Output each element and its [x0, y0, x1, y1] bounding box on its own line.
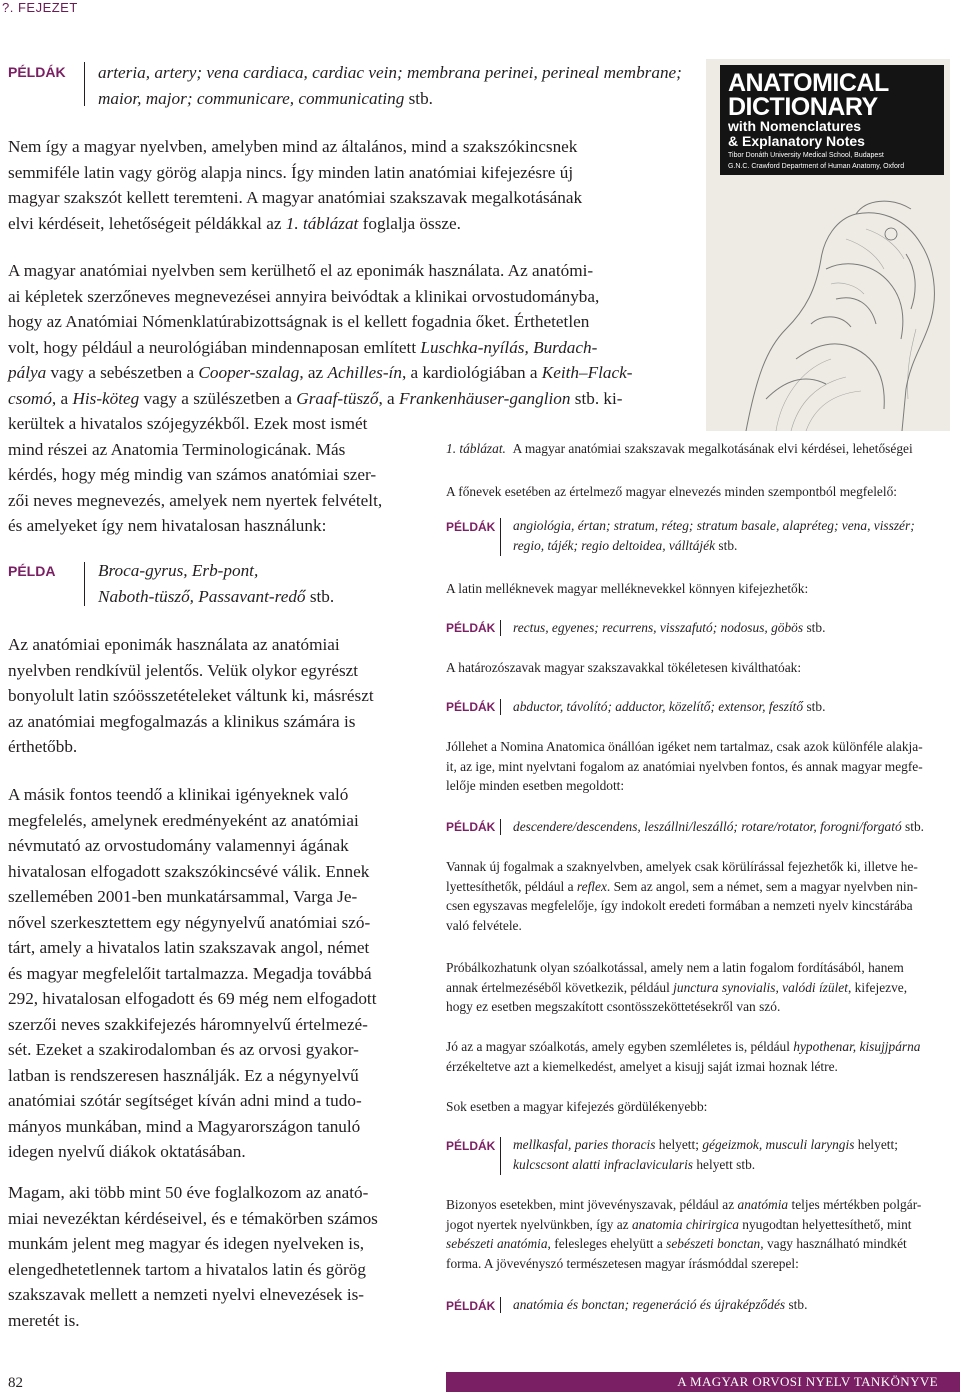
table-statement: Sok esetben a magyar kifejezés gördülékenyebb: — [446, 1099, 708, 1114]
book-title-line2: DICTIONARY — [728, 93, 878, 121]
example-divider — [84, 62, 85, 106]
paragraph-intro: Nem így a magyar nyelvben, amelyben mind az általános, mind a szakszókincsnek semmiféle latin vagy görög alapja nincs. Így minden latin anatómiai kifejezésre új magyar szakszót kellett teremteni. A magyar anatómiai szakszavak megalkotásának elvi kérdéseit, lehetőségeit példákkal az 1. táblázat foglalja össze. — [8, 137, 583, 233]
table-statement: Jó az a magyar szóalkotás, amely egyben szemléletes is, például hypothenar, kisujjpárna érzékeltetve azt a kiemelkedést, amelyet a kisujj saját izmai hoznak létre. — [446, 1039, 921, 1074]
example-text: angiológia, értan; stratum, réteg; stratum basale, alapréteg; vena, visszér; regio, tájék; regio deltoidea, válltájék stb. — [513, 518, 915, 553]
table-statement: A határozószavak magyar szakszavakkal tökéletesen kiválthatóak: — [446, 660, 802, 675]
book-title-line1: ANATOMICAL — [728, 69, 889, 97]
example-divider — [500, 1297, 501, 1313]
paragraph-dictionary: A másik fontos teendő a klinikai igényeknek való megfelelés, amelynek eredményeként az anatómiai névmutató az orvostudomány valamennyi ágának hivatalosan elfogadott szakszókincsévé válik. Ennek szellemében 2001-ben munkatársammal, Varga Je- nővel szerkesztettem egy négynyelvű anatómiai szó- tárt, amely a hivatalos latin szakszavak angol, német és magyar megfelelőit tartalmazza. Megadja továbbá 292, hivatalosan elfogadott és 69 még nem elfogadott szerzői neves szakkifejezés háromnyelvű értelmezé- sét. Ezeket a szakirodalomban és az orvosi gyakor- latban is rendszeresen használják. Ez a négynyelvű anatómiai szótár segítséget kíván adni mind a tudo- mányos munkában, mind a Magyarországon tanuló idegen nyelvű diákok oktatásában. — [8, 785, 377, 1161]
book-cover-image — [706, 59, 950, 431]
example-text: anatómia és bonctan; regeneráció és újraképződés stb. — [513, 1297, 808, 1312]
example-label: PÉLDÁK — [446, 621, 496, 635]
paragraph-author: Magam, aki több mint 50 éve foglalkozom az anató- miai nevezéktan kérdéseivel, és e témakörben számos munkám jelent meg magyar és idegen nyelveken is, elengedhetetlennek tartom a hivatalos latin és görög szakszavak mellett a nemzeti nyelvi elnevezések is- meretét is. — [8, 1183, 378, 1330]
example-label: PÉLDÁK — [446, 700, 496, 714]
book-title-line3: with Nomenclatures — [728, 118, 862, 134]
footer-book-title: A MAGYAR ORVOSI NYELV TANKÖNYVE — [677, 1374, 938, 1389]
example-label: PÉLDÁK — [446, 1139, 496, 1153]
example-divider — [84, 562, 85, 606]
example-text: Broca-gyrus, Erb-pont, Naboth-tüsző, Passavant-redő stb. — [98, 561, 335, 606]
table-statement: Vannak új fogalmak a szaknyelvben, amelyek csak körülírással fejezhetők ki, illetve he- lyettesíthetők, például a reflex. Sem az angol, sem a német, sem a magyar nyelvben nin- csen egyszavas megfelelője, így indokolt eredeti formában a nemzeti nyelv kincstárába való felvétele. — [446, 859, 918, 933]
book-title-line4: & Explanatory Notes — [728, 133, 865, 149]
example-text: descendere/descendens, leszállni/leszálló; rotare/rotator, forogni/forgató stb. — [513, 819, 924, 834]
page-number: 82 — [8, 1375, 23, 1391]
example-divider — [500, 518, 501, 556]
table-statement: Bizonyos esetekben, mint jövevényszavak, például az anatómia teljes mértékben polgár- jogot nyertek nyelvünkben, így az anatomia chirirgica nyugodtan helyettesíthető, mint sebészeti anatómia, felesleges ehelyütt a sebészeti bonctan, vagy használható mindkét forma. A jövevényszó természetesen magyar írásmóddal szerepel: — [446, 1197, 922, 1271]
example-text: rectus, egyenes; recurrens, visszafutó; nodosus, göbös stb. — [513, 620, 826, 635]
book-author1: Tibor Donáth University Medical School, Budapest — [728, 152, 884, 159]
example-text: abductor, távolító; adductor, közelítő; extensor, feszítő stb. — [513, 699, 826, 714]
table-statement: Jóllehet a Nomina Anatomica önállóan igéket nem tartalmaz, csak azok különféle alakja- it, az ige, mint nyelvtani fogalom az anatómiai nyelvben fontos, és annak magyar megfe- lelője minden esetben megoldott: — [446, 739, 923, 793]
example-divider — [500, 620, 501, 636]
example-label: PÉLDÁK — [446, 820, 496, 834]
book-author2: G.N.C. Crawford Department of Human Anatomy, Oxford — [728, 163, 905, 170]
example-label: PÉLDÁK — [446, 520, 496, 534]
table-caption: 1. táblázat. A magyar anatómiai szakszavak megalkotásának elvi kérdései, lehetőségei — [446, 441, 913, 456]
book-title-block — [720, 65, 944, 175]
example-label: PÉLDA — [8, 563, 56, 579]
paragraph-eponyms: A magyar anatómiai nyelvben sem kerülhető el az eponimák használata. Az anatómi- ai képletek szerzőneves megnevezései annyira beivódtak a klinikai orvostudományba, hogy az Anatómiai Nómenklatúrabizottságnak is el kellett fogadnia őket. Érthetetlen volt, hogy például a neurológiában mindennaposan említett Luschka-nyílás, Burdach- pálya vagy a sebészetben a Cooper-szalag, az Achilles-ín, a kardiológiában a Keith–Flack- csomó, a His-köteg vagy a szülészetben a Graaf-tüsző, a Frankenhäuser-ganglion stb. ki- kerültek a hivatalos szójegyzékből. Ezek most ismét mind részei az Anatomia Terminologicának. Más kérdés, hogy még mindig van számos anatómiai szer- zői neves megnevezés, amelyek nem nyertek felvételt, és amelyeket így nem hivatalosan használunk: — [8, 261, 633, 535]
example-divider — [500, 819, 501, 835]
table-statement: A főnevek esetében az értelmező magyar elnevezés minden szempontból megfelelő: — [446, 484, 897, 499]
example-divider — [500, 699, 501, 715]
chapter-header: ?. FEJEZET — [2, 0, 78, 15]
example-divider — [500, 1137, 501, 1175]
table-statement: A latin melléknevek magyar melléknevekkel könnyen kifejezhetők: — [446, 581, 809, 596]
paragraph-eponym-usage: Az anatómiai eponimák használata az anatómiai nyelvben rendkívül jelentős. Velük olykor egyrészt bonyolult latin szóösszetételeket váltunk ki, másrészt az anatómiai megfogalmazás a klinikus számára is érthetőbb. — [8, 635, 374, 756]
example-text: arteria, artery; vena cardiaca, cardiac vein; membrana perinei, perineal membrane; maior, major; communicare, communicating stb. — [98, 63, 682, 108]
example-text: mellkasfal, paries thoracis helyett; gégeizmok, musculi laryngis helyett; kulcscsont alatti infraclavicularis helyett stb. — [513, 1137, 898, 1172]
example-label: PÉLDÁK — [8, 64, 66, 80]
example-label: PÉLDÁK — [446, 1299, 496, 1313]
table-statement: Próbálkozhatunk olyan szóalkotással, amely nem a latin fogalom fordításából, hanem annak értelmezéséből következik, például juncturа synovialis, valódi ízület, kifejezve, hogy ez esetben megszakított csontösszeköttetésekről van szó. — [446, 960, 908, 1014]
